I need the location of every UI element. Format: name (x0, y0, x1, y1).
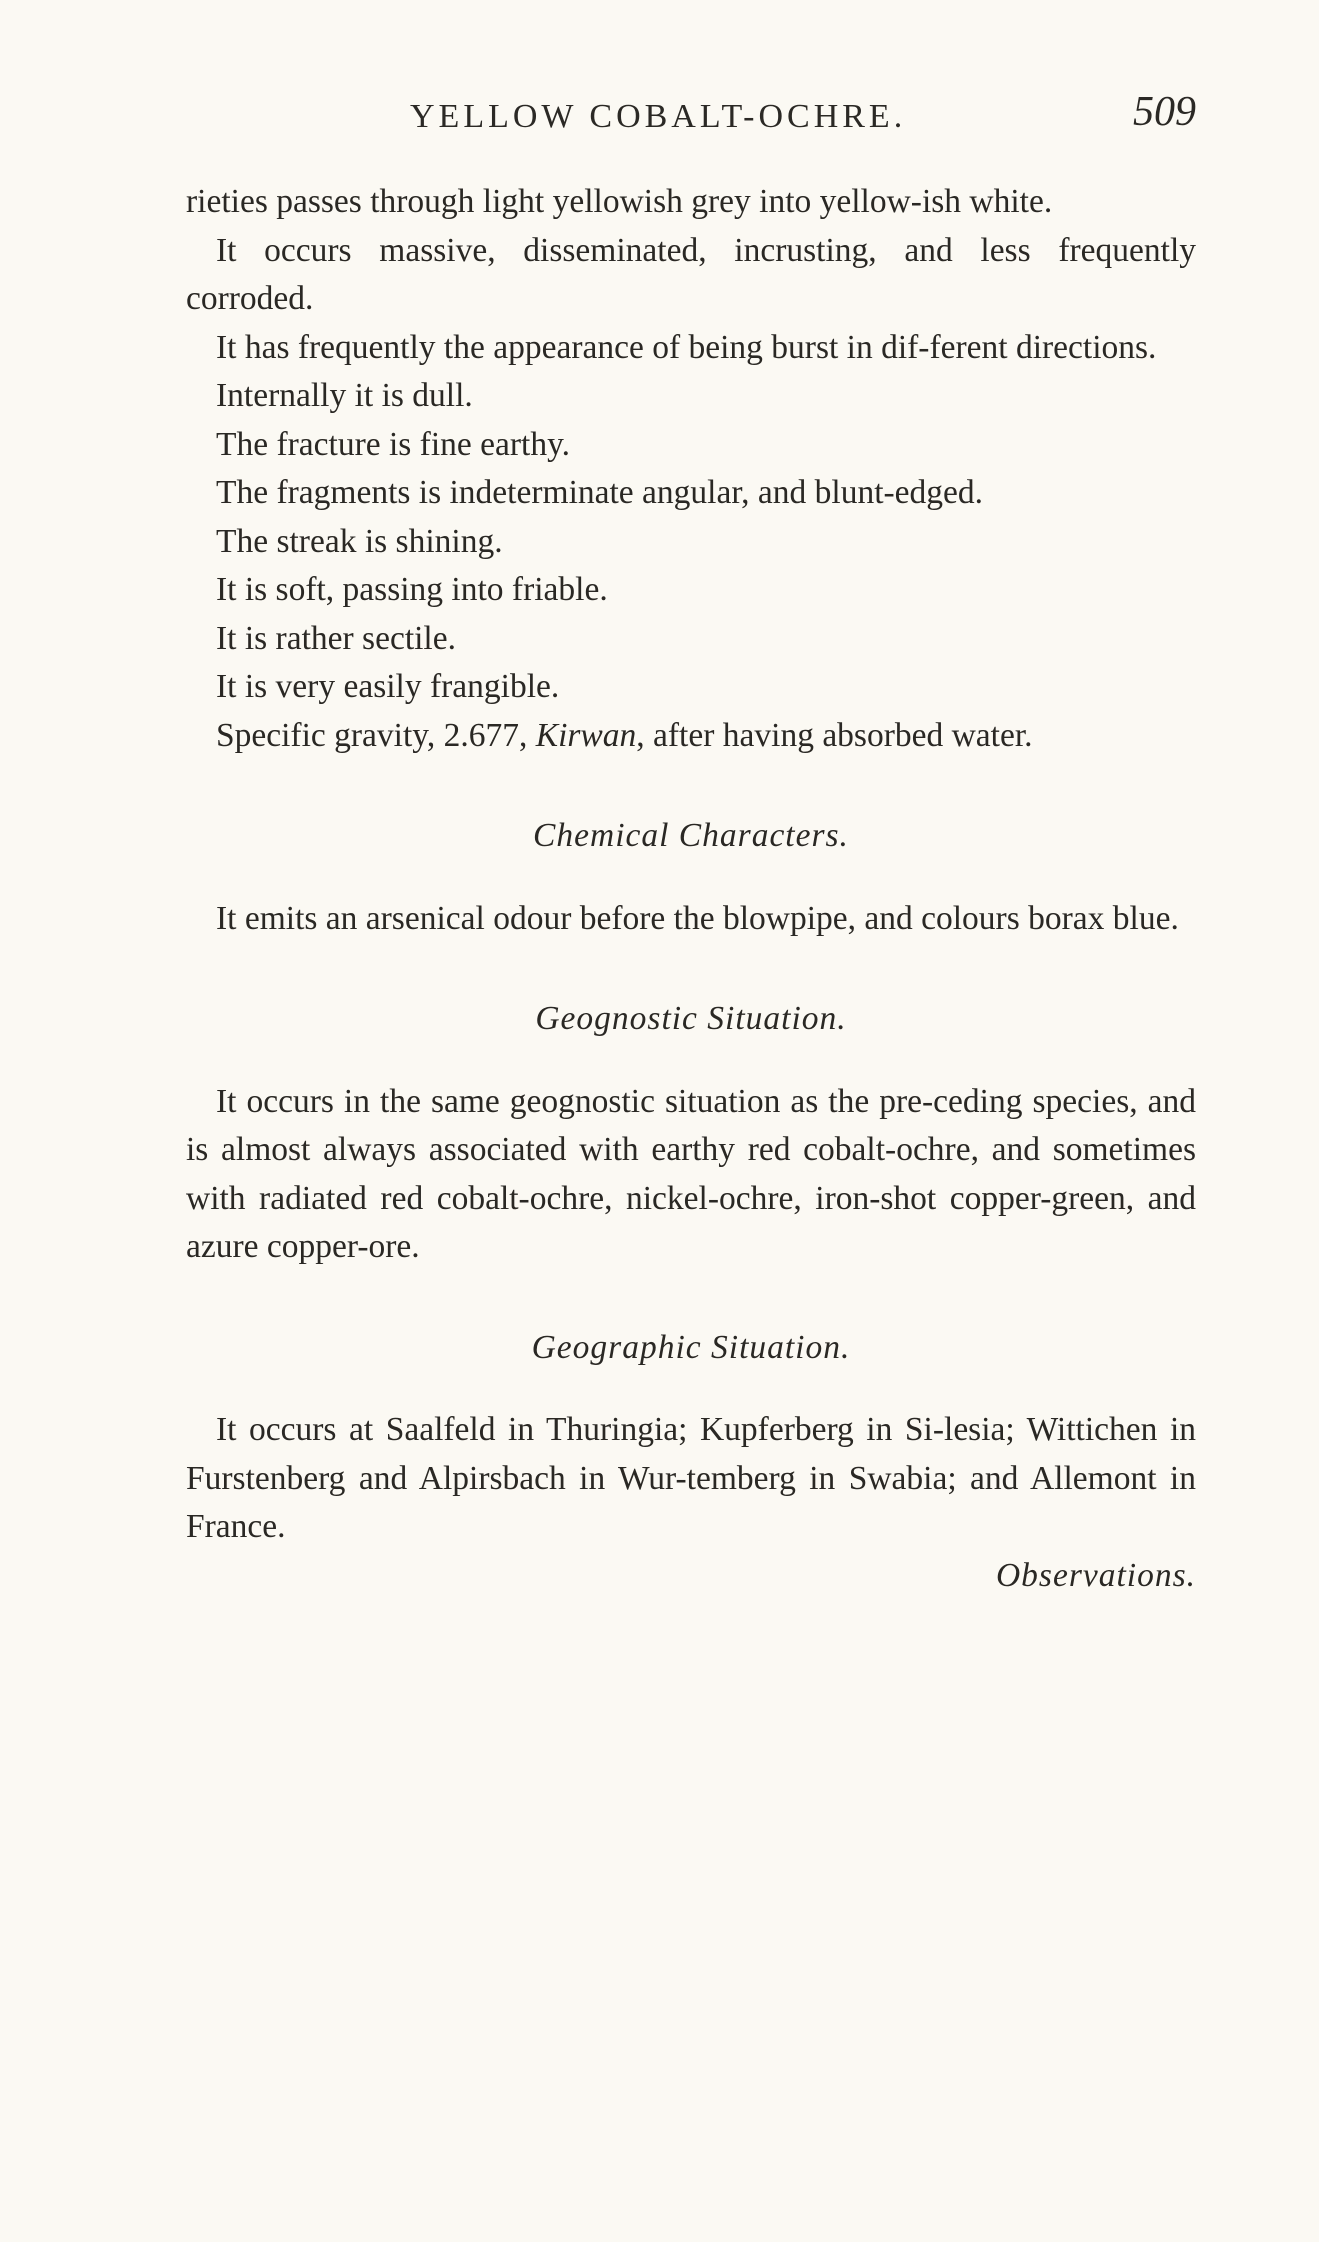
paragraph-specific-gravity (186, 712, 1196, 761)
paragraph-continuation: rieties passes through light yellowish grey into yellow-ish white. (186, 183, 1053, 220)
paragraph-fragments: The fragments is indeterminate angular, and blunt-edged. (216, 474, 984, 511)
paragraph-occurrence: It occurs massive, disseminated, incrusting, and less frequently corroded. (186, 231, 1196, 317)
paragraph-geographic-situation: It occurs at Saalfeld in Thuringia; Kupferberg in Si-lesia; Wittichen in Furstenberg and Alpirsbach in Wur-temberg in Swabia; and Allemont in France. (186, 1411, 1196, 1545)
running-title: YELLOW COBALT-OCHRE. (410, 98, 907, 135)
page-number: 509 (1133, 89, 1196, 135)
specific-gravity-authority: Kirwan (535, 716, 637, 754)
paragraph-chemical-characters: It emits an arsenical odour before the blowpipe, and colours borax blue. (216, 899, 1179, 937)
paragraph-fracture: The fracture is fine earthy. (216, 425, 571, 463)
paragraph-hardness: It is soft, passing into friable. (216, 571, 608, 608)
specific-gravity-after: , after having absorbed water. (636, 716, 1033, 754)
paragraph-geognostic-situation: It occurs in the same geognostic situation as the pre-ceding species, and is almost always associated with earthy red cobalt-ochre, and sometimes with radiated red cobalt-ochre, nickel-ochre, iron-shot copper-green, and azure copper-ore. (186, 1082, 1196, 1265)
page-header (186, 88, 1196, 148)
paragraph-lustre: Internally it is dull. (216, 377, 473, 414)
paragraph-appearance: It has frequently the appearance of being burst in dif-ferent directions. (216, 328, 1157, 366)
page-body (186, 178, 1196, 1600)
heading-chemical-characters: Chemical Characters. (533, 817, 849, 854)
heading-geographic-situation: Geographic Situation. (531, 1328, 851, 1366)
paragraph-sectility: It is rather sectile. (216, 619, 456, 657)
catchword: Observations. (995, 1556, 1196, 1594)
paragraph-streak: The streak is shining. (216, 522, 503, 560)
heading-geognostic-situation: Geognostic Situation. (535, 1000, 847, 1037)
specific-gravity-before: Specific gravity, 2.677, (216, 716, 536, 754)
paragraph-frangibility: It is very easily frangible. (216, 668, 560, 705)
